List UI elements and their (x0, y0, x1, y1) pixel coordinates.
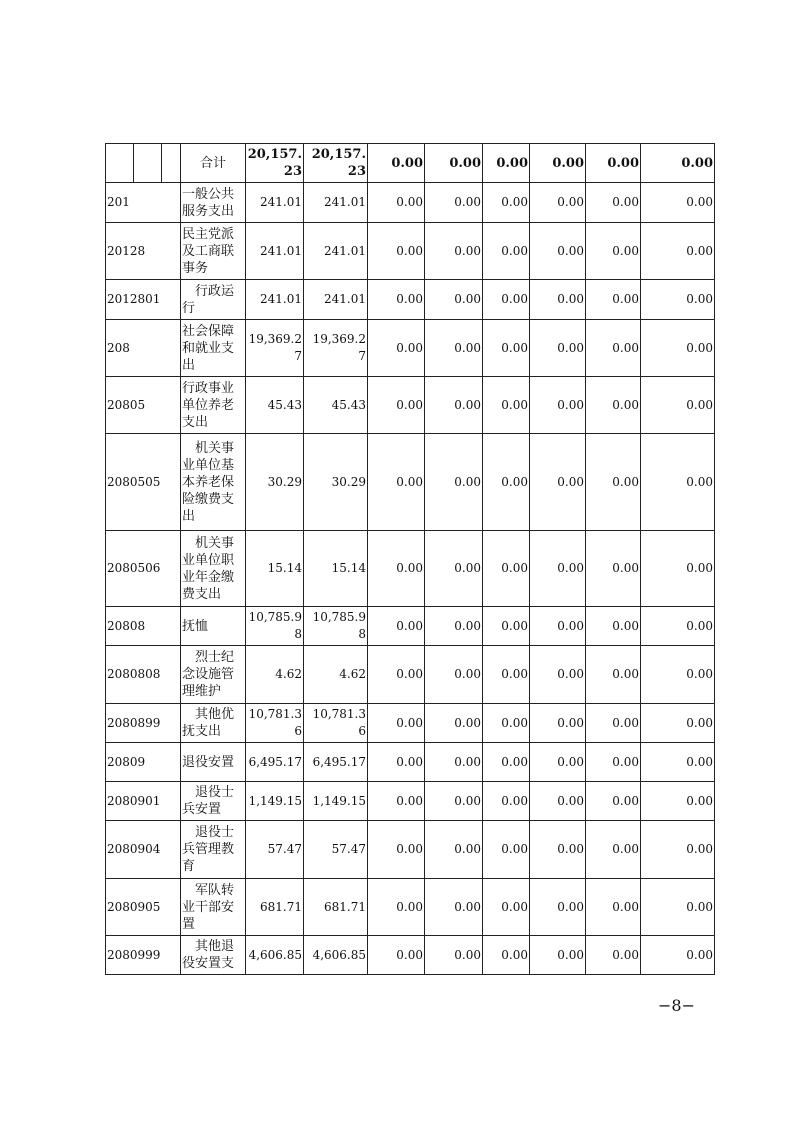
value-col-8: 0.00 (641, 936, 715, 975)
table-row (106, 743, 715, 782)
subject-name: 抚恤 (181, 607, 246, 646)
value-col-8: 0.00 (641, 434, 715, 531)
value-col-8: 0.00 (641, 782, 715, 821)
value-col-4: 0.00 (425, 223, 483, 280)
subject-name: 民主党派及工商联事务 (181, 223, 246, 280)
value-col-5: 0.00 (483, 280, 530, 320)
value-col-1: 57.47 (246, 821, 304, 879)
value-col-3: 0.00 (368, 743, 425, 782)
value-col-7: 0.00 (586, 704, 641, 743)
table-row (106, 280, 715, 320)
total-col-3: 0.00 (368, 144, 425, 183)
value-col-7: 0.00 (586, 936, 641, 975)
value-col-2: 6,495.17 (304, 743, 368, 782)
value-col-6: 0.00 (530, 434, 586, 531)
subject-name: 退役士兵安置 (181, 782, 246, 821)
subject-code: 2080505 (106, 434, 181, 531)
value-col-7: 0.00 (586, 223, 641, 280)
value-col-5: 0.00 (483, 646, 530, 704)
value-col-3: 0.00 (368, 280, 425, 320)
subject-name: 一般公共服务支出 (181, 183, 246, 223)
value-col-7: 0.00 (586, 320, 641, 377)
value-col-4: 0.00 (425, 704, 483, 743)
table-row (106, 936, 715, 975)
value-col-1: 241.01 (246, 280, 304, 320)
value-col-3: 0.00 (368, 377, 425, 434)
value-col-5: 0.00 (483, 183, 530, 223)
value-col-1: 681.71 (246, 879, 304, 936)
value-col-6: 0.00 (530, 704, 586, 743)
subject-name: 退役安置 (181, 743, 246, 782)
total-col-2: 20,157.23 (304, 144, 368, 183)
value-col-1: 241.01 (246, 223, 304, 280)
total-col-8: 0.00 (641, 144, 715, 183)
subject-code: 2080904 (106, 821, 181, 879)
value-col-4: 0.00 (425, 434, 483, 531)
value-col-2: 10,781.36 (304, 704, 368, 743)
value-col-6: 0.00 (530, 607, 586, 646)
subject-code: 20128 (106, 223, 181, 280)
value-col-4: 0.00 (425, 782, 483, 821)
value-col-5: 0.00 (483, 377, 530, 434)
value-col-8: 0.00 (641, 223, 715, 280)
value-col-5: 0.00 (483, 821, 530, 879)
value-col-1: 19,369.27 (246, 320, 304, 377)
value-col-7: 0.00 (586, 434, 641, 531)
value-col-4: 0.00 (425, 280, 483, 320)
value-col-8: 0.00 (641, 607, 715, 646)
value-col-1: 1,149.15 (246, 782, 304, 821)
value-col-1: 45.43 (246, 377, 304, 434)
value-col-1: 241.01 (246, 183, 304, 223)
total-col-1: 20,157.23 (246, 144, 304, 183)
value-col-5: 0.00 (483, 743, 530, 782)
value-col-6: 0.00 (530, 821, 586, 879)
value-col-4: 0.00 (425, 646, 483, 704)
total-col-4: 0.00 (425, 144, 483, 183)
value-col-8: 0.00 (641, 879, 715, 936)
value-col-1: 10,781.36 (246, 704, 304, 743)
value-col-6: 0.00 (530, 879, 586, 936)
value-col-7: 0.00 (586, 531, 641, 607)
subject-name: 社会保障和就业支出 (181, 320, 246, 377)
value-col-2: 241.01 (304, 183, 368, 223)
total-col-7: 0.00 (586, 144, 641, 183)
subject-code: 208 (106, 320, 181, 377)
total-col-5: 0.00 (483, 144, 530, 183)
value-col-4: 0.00 (425, 821, 483, 879)
value-col-6: 0.00 (530, 531, 586, 607)
value-col-1: 15.14 (246, 531, 304, 607)
value-col-4: 0.00 (425, 936, 483, 975)
value-col-4: 0.00 (425, 183, 483, 223)
value-col-6: 0.00 (530, 743, 586, 782)
value-col-7: 0.00 (586, 879, 641, 936)
table-row (106, 607, 715, 646)
value-col-6: 0.00 (530, 646, 586, 704)
value-col-2: 45.43 (304, 377, 368, 434)
table-row (106, 223, 715, 280)
value-col-3: 0.00 (368, 320, 425, 377)
subject-code: 2080899 (106, 704, 181, 743)
page-number: −8− (658, 996, 695, 1015)
subject-name: 退役士兵管理教育 (181, 821, 246, 879)
value-col-2: 4.62 (304, 646, 368, 704)
subject-code: 201 (106, 183, 181, 223)
value-col-5: 0.00 (483, 879, 530, 936)
value-col-7: 0.00 (586, 377, 641, 434)
value-col-7: 0.00 (586, 821, 641, 879)
subject-name: 其他退役安置支 (181, 936, 246, 975)
value-col-3: 0.00 (368, 607, 425, 646)
subject-name: 行政运行 (181, 280, 246, 320)
value-col-6: 0.00 (530, 280, 586, 320)
value-col-8: 0.00 (641, 646, 715, 704)
value-col-3: 0.00 (368, 434, 425, 531)
value-col-7: 0.00 (586, 183, 641, 223)
value-col-2: 1,149.15 (304, 782, 368, 821)
subject-name: 行政事业单位养老支出 (181, 377, 246, 434)
value-col-7: 0.00 (586, 607, 641, 646)
table-row (106, 531, 715, 607)
subject-code: 20809 (106, 743, 181, 782)
value-col-6: 0.00 (530, 377, 586, 434)
value-col-8: 0.00 (641, 320, 715, 377)
value-col-3: 0.00 (368, 223, 425, 280)
subject-code: 2080901 (106, 782, 181, 821)
value-col-5: 0.00 (483, 936, 530, 975)
value-col-5: 0.00 (483, 704, 530, 743)
value-col-6: 0.00 (530, 936, 586, 975)
value-col-2: 241.01 (304, 223, 368, 280)
total-col-6: 0.00 (530, 144, 586, 183)
value-col-4: 0.00 (425, 743, 483, 782)
value-col-3: 0.00 (368, 821, 425, 879)
value-col-8: 0.00 (641, 183, 715, 223)
value-col-5: 0.00 (483, 434, 530, 531)
table-row (106, 377, 715, 434)
subject-code: 2012801 (106, 280, 181, 320)
value-col-2: 15.14 (304, 531, 368, 607)
subject-name: 其他优抚支出 (181, 704, 246, 743)
subject-name: 烈士纪念设施管理维护 (181, 646, 246, 704)
value-col-2: 19,369.27 (304, 320, 368, 377)
value-col-1: 30.29 (246, 434, 304, 531)
value-col-7: 0.00 (586, 743, 641, 782)
value-col-2: 4,606.85 (304, 936, 368, 975)
subject-code: 20808 (106, 607, 181, 646)
table-row (106, 183, 715, 223)
value-col-5: 0.00 (483, 782, 530, 821)
subject-code: 2080999 (106, 936, 181, 975)
value-col-5: 0.00 (483, 607, 530, 646)
table-row (106, 320, 715, 377)
value-col-4: 0.00 (425, 377, 483, 434)
table-row (106, 782, 715, 821)
value-col-3: 0.00 (368, 531, 425, 607)
table-row (106, 704, 715, 743)
value-col-4: 0.00 (425, 531, 483, 607)
blank-cell (106, 144, 134, 183)
value-col-5: 0.00 (483, 223, 530, 280)
value-col-5: 0.00 (483, 320, 530, 377)
subject-code: 2080905 (106, 879, 181, 936)
blank-cell (134, 144, 162, 183)
subject-name: 机关事业单位职业年金缴费支出 (181, 531, 246, 607)
value-col-7: 0.00 (586, 646, 641, 704)
value-col-3: 0.00 (368, 782, 425, 821)
value-col-7: 0.00 (586, 280, 641, 320)
value-col-8: 0.00 (641, 280, 715, 320)
total-label: 合计 (181, 144, 246, 183)
subject-code: 20805 (106, 377, 181, 434)
value-col-3: 0.00 (368, 704, 425, 743)
value-col-3: 0.00 (368, 879, 425, 936)
table-row (106, 821, 715, 879)
value-col-8: 0.00 (641, 821, 715, 879)
value-col-4: 0.00 (425, 607, 483, 646)
value-col-4: 0.00 (425, 879, 483, 936)
subject-name: 机关事业单位基本养老保险缴费支出 (181, 434, 246, 531)
value-col-8: 0.00 (641, 704, 715, 743)
value-col-1: 6,495.17 (246, 743, 304, 782)
value-col-2: 10,785.98 (304, 607, 368, 646)
subject-code: 2080506 (106, 531, 181, 607)
total-row (106, 144, 715, 183)
value-col-3: 0.00 (368, 936, 425, 975)
value-col-5: 0.00 (483, 531, 530, 607)
subject-name: 军队转业干部安置 (181, 879, 246, 936)
subject-code: 2080808 (106, 646, 181, 704)
value-col-1: 4,606.85 (246, 936, 304, 975)
table-row (106, 646, 715, 704)
table-row (106, 434, 715, 531)
value-col-8: 0.00 (641, 743, 715, 782)
value-col-3: 0.00 (368, 646, 425, 704)
table-row (106, 879, 715, 936)
value-col-8: 0.00 (641, 531, 715, 607)
value-col-2: 30.29 (304, 434, 368, 531)
value-col-3: 0.00 (368, 183, 425, 223)
value-col-1: 10,785.98 (246, 607, 304, 646)
value-col-2: 241.01 (304, 280, 368, 320)
value-col-1: 4.62 (246, 646, 304, 704)
value-col-4: 0.00 (425, 320, 483, 377)
value-col-6: 0.00 (530, 183, 586, 223)
budget-table (105, 143, 715, 975)
blank-cell (162, 144, 181, 183)
value-col-6: 0.00 (530, 223, 586, 280)
value-col-6: 0.00 (530, 782, 586, 821)
value-col-2: 57.47 (304, 821, 368, 879)
value-col-7: 0.00 (586, 782, 641, 821)
value-col-6: 0.00 (530, 320, 586, 377)
value-col-8: 0.00 (641, 377, 715, 434)
value-col-2: 681.71 (304, 879, 368, 936)
